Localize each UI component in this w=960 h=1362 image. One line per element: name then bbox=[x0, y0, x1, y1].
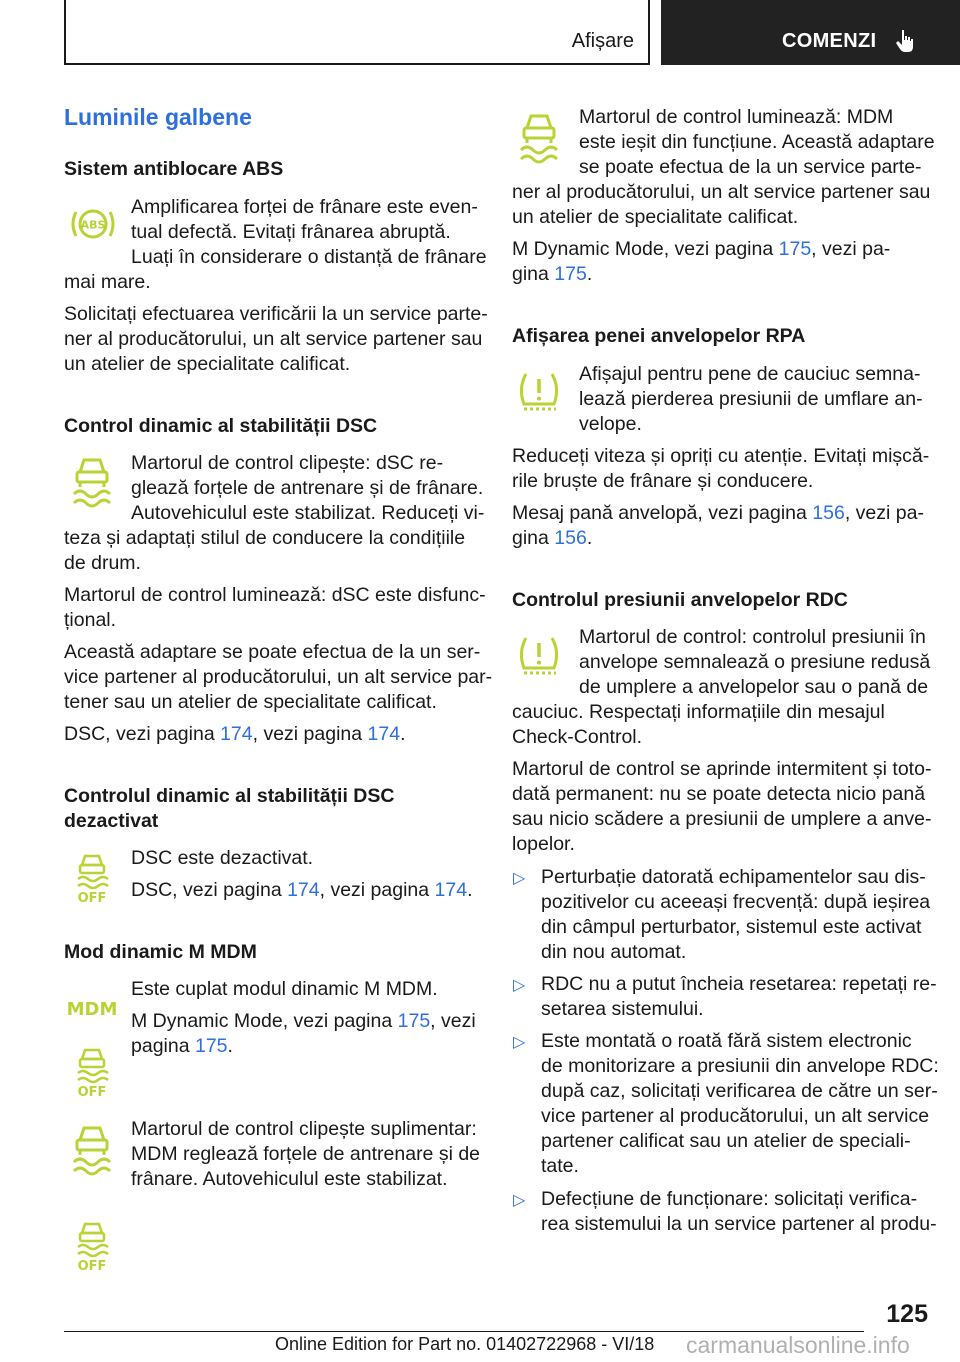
rpa-reference-2 bbox=[512, 526, 592, 551]
page-link[interactable]: 175 bbox=[554, 263, 587, 285]
rdc-bullet1-1: Perturbație datorată echipamentelor sau dis‐ bbox=[541, 866, 926, 888]
dsc-text-4: teza și adaptați stilul de conducere la condițiile bbox=[64, 527, 466, 549]
dsc-text-2: glează forțele de antrenare și de frânare. bbox=[131, 477, 484, 499]
ref-text: , vezi pagina bbox=[319, 879, 435, 901]
page-link[interactable]: 174 bbox=[287, 879, 320, 901]
mdm2-reference-2 bbox=[512, 262, 592, 287]
rdc-bullet3-4: vice partener al producătorului, un alt service bbox=[541, 1105, 930, 1127]
dsc-off-icon bbox=[74, 852, 110, 904]
dsc-off-reference bbox=[131, 878, 473, 903]
rpa-para2-1: Reduceți viteza și opriți cu atenție. Evitați mișcă‐ bbox=[512, 445, 930, 467]
ref-text: . bbox=[227, 1035, 233, 1057]
rdc-bullet2-1: RDC nu a putut încheia resetarea: repetați re‐ bbox=[541, 973, 937, 995]
watermark: carmanualsonline.info bbox=[686, 1332, 910, 1358]
header-section-title: Afișare bbox=[571, 30, 634, 52]
rdc-bullet2-2: setarea sistemului. bbox=[541, 998, 704, 1020]
rdc-text-4: cauciuc. Respectați informațiile din mesajul bbox=[512, 701, 885, 723]
mdm2-text-5: un atelier de specialitate calificat. bbox=[512, 206, 799, 228]
mdm-reference-2 bbox=[131, 1034, 233, 1059]
ref-text: DSC, vezi pagina bbox=[131, 879, 288, 901]
dsc-para2-2: țional. bbox=[64, 609, 117, 631]
ref-text: . bbox=[586, 527, 593, 549]
ref-text: . bbox=[467, 879, 473, 901]
ref-text: , vezi pagina bbox=[252, 723, 368, 745]
mdm2-reference-1 bbox=[512, 237, 890, 262]
bullet-marker: ▷ bbox=[513, 1192, 526, 1209]
abs-icon-text: ABS bbox=[80, 218, 106, 232]
page-link[interactable]: 175 bbox=[397, 1010, 431, 1032]
dsc-heading: Control dinamic al stabilității DSC bbox=[64, 415, 378, 437]
page-link[interactable]: 175 bbox=[194, 1035, 228, 1057]
hand-pointer-icon bbox=[893, 27, 921, 55]
page-link[interactable]: 174 bbox=[367, 723, 401, 745]
ref-text: M Dynamic Mode, vezi pagina bbox=[131, 1010, 398, 1032]
rpa-heading: Afișarea penei anvelopelor RPA bbox=[512, 325, 806, 347]
rpa-reference-1 bbox=[512, 501, 924, 526]
rdc-bullet3-6: tate. bbox=[541, 1155, 579, 1177]
dsc-para3-2: vice partener al producătorului, un alt service par‐ bbox=[64, 666, 493, 688]
dsc-para3-3: tener sau un atelier de specialitate calificat. bbox=[64, 691, 437, 713]
mdm-para2-2: MDM reglează forțele de antrenare și de bbox=[131, 1143, 481, 1165]
dsc-off-heading-2: dezactivat bbox=[64, 810, 159, 832]
mdm2-text-1: Martorul de control luminează: MDM bbox=[579, 106, 894, 128]
tire-pressure-warning-icon bbox=[514, 368, 564, 416]
abs-para2-1: Solicitați efectuarea verificării la un service parte‐ bbox=[64, 303, 488, 325]
rpa-text-2: lează pierderea presiunii de umflare an‐ bbox=[579, 388, 923, 410]
dsc-off-heading-1: Controlul dinamic al stabilității DSC bbox=[64, 785, 395, 807]
off-icon-text: OFF bbox=[77, 1085, 107, 1098]
ref-text: M Dynamic Mode, vezi pagina bbox=[512, 238, 779, 260]
mdm-reference-1 bbox=[131, 1009, 476, 1034]
ref-text: , vezi pa‐ bbox=[844, 502, 924, 524]
rdc-bullet1-2: pozitivelor cu aceeași frecvență: după ieșirea bbox=[541, 891, 931, 913]
header-section-box bbox=[64, 0, 650, 65]
bullet-marker: ▷ bbox=[513, 1034, 526, 1051]
dsc-text-3: Autovehiculul este stabilizat. Reduceți vi‐ bbox=[131, 502, 485, 524]
ref-text: gina bbox=[512, 527, 555, 549]
rpa-para2-2: rile bruște de frânare și conducere. bbox=[512, 470, 814, 492]
rdc-bullet3-2: de monitorizare a presiunii din anvelope RDC: bbox=[541, 1055, 939, 1077]
dsc-text-1: Martorul de control clipește: dSC re‐ bbox=[131, 452, 444, 474]
dsc-warning-icon bbox=[70, 454, 114, 508]
off-icon-text: OFF bbox=[77, 891, 107, 904]
dsc-para2-1: Martorul de control luminează: dSC este disfunc‐ bbox=[64, 584, 486, 606]
abs-para2-2: ner al producătorului, un alt service partener sau bbox=[64, 328, 483, 350]
abs-warning-icon bbox=[66, 204, 120, 244]
rpa-text-1: Afișajul pentru pene de cauciuc semna‐ bbox=[579, 363, 921, 385]
ref-text: DSC, vezi pagina bbox=[64, 723, 221, 745]
rdc-heading: Controlul presiunii anvelopelor RDC bbox=[512, 589, 848, 611]
ref-text: Mesaj pană anvelopă, vezi pagina bbox=[512, 502, 813, 524]
rdc-bullet4-2: rea sistemului la un service partener al produ‐ bbox=[541, 1213, 937, 1235]
ref-text: gina bbox=[512, 263, 555, 285]
mdm-off-icon bbox=[74, 1046, 110, 1098]
mdm2-text-2: este ieșit din funcțiune. Această adaptare bbox=[579, 131, 935, 153]
page-link[interactable]: 156 bbox=[812, 502, 845, 524]
rdc-para2-3: sau nicio scădere a presiunii de umplere a anve‐ bbox=[512, 808, 932, 830]
ref-text: . bbox=[586, 263, 593, 285]
rdc-bullet4-1: Defecțiune de funcționare: solicitați verifica‐ bbox=[541, 1188, 918, 1210]
page-link[interactable]: 174 bbox=[220, 723, 253, 745]
page-link[interactable]: 156 bbox=[554, 527, 587, 549]
off-icon-text: OFF bbox=[77, 1259, 107, 1272]
mdm-heading: Mod dinamic M MDM bbox=[64, 941, 257, 963]
ref-text: , vezi bbox=[430, 1010, 476, 1032]
dsc-reference bbox=[64, 722, 406, 747]
rdc-para2-4: lopelor. bbox=[512, 833, 575, 855]
abs-text-2: tual defectă. Evitați frânarea abruptă. bbox=[131, 221, 451, 243]
mdm2-text-4: ner al producătorului, un alt service partener sau bbox=[512, 181, 931, 203]
abs-heading: Sistem antiblocare ABS bbox=[64, 158, 284, 180]
rdc-para2-1: Martorul de control se aprinde intermitent și toto‐ bbox=[512, 758, 932, 780]
page-link[interactable]: 174 bbox=[434, 879, 468, 901]
abs-para2-3: un atelier de specialitate calificat. bbox=[64, 353, 351, 375]
dsc-para3-1: Această adaptare se poate efectua de la un ser‐ bbox=[64, 641, 481, 663]
mdm-indicator-icon bbox=[66, 996, 118, 1020]
rdc-text-5: Check-Control. bbox=[512, 726, 643, 748]
mdm-icon-text: MDM bbox=[66, 999, 118, 1020]
dsc-text-5: de drum. bbox=[64, 552, 141, 574]
footer-edition: Online Edition for Part no. 01402722968 - VI/18 bbox=[275, 1334, 655, 1354]
rdc-text-3: de umplere a anvelopelor sau o pană de bbox=[579, 676, 929, 698]
page-link[interactable]: 175 bbox=[778, 238, 812, 260]
abs-text-1: Amplificarea forței de frânare este even‐ bbox=[131, 196, 478, 218]
rdc-bullet3-5: partener calificat sau un atelier de speciali‐ bbox=[541, 1130, 911, 1152]
header-chapter-title: COMENZI bbox=[782, 30, 877, 52]
abs-text-3: Luați în considerare o distanță de frânare bbox=[131, 246, 487, 268]
mdm-text-1: Este cuplat modul dinamic M MDM. bbox=[131, 978, 438, 1000]
ref-text: pagina bbox=[131, 1035, 195, 1057]
mdm-para2-3: frânare. Autovehiculul este stabilizat. bbox=[131, 1168, 448, 1190]
rdc-bullet3-1: Este montată o roată fără sistem electronic bbox=[541, 1030, 912, 1052]
bullet-marker: ▷ bbox=[513, 977, 526, 994]
rdc-bullet1-4: din nou automat. bbox=[541, 941, 687, 963]
ref-text: , vezi pa‐ bbox=[811, 238, 891, 260]
rdc-text-1: Martorul de control: controlul presiunii în bbox=[579, 626, 926, 648]
rdc-bullet1-3: din câmpul perturbator, sistemul este activat bbox=[541, 916, 922, 938]
section-title: Luminile galbene bbox=[64, 104, 252, 130]
rdc-para2-2: dată permanent: nu se poate detecta nicio pană bbox=[512, 783, 926, 805]
abs-text-4: mai mare. bbox=[64, 271, 151, 293]
page-number: 125 bbox=[886, 1300, 928, 1328]
dsc-off-text-1: DSC este dezactivat. bbox=[131, 847, 314, 869]
ref-text: . bbox=[400, 723, 406, 745]
dsc-warning-icon bbox=[517, 110, 561, 164]
mdm-para2-1: Martorul de control clipește suplimentar: bbox=[131, 1118, 477, 1140]
dsc-warning-icon bbox=[70, 1122, 114, 1176]
mdm2-text-3: se poate efectua de la un service parte‐ bbox=[579, 156, 922, 178]
rdc-bullet3-3: după caz, solicitați verificarea de către un ser‐ bbox=[541, 1080, 938, 1102]
dsc-off-icon bbox=[74, 1220, 110, 1272]
tire-pressure-warning-icon bbox=[514, 632, 564, 680]
rpa-text-3: velope. bbox=[579, 413, 642, 435]
bullet-marker: ▷ bbox=[513, 870, 526, 887]
rdc-text-2: anvelope semnalează o presiune redusă bbox=[579, 651, 931, 673]
